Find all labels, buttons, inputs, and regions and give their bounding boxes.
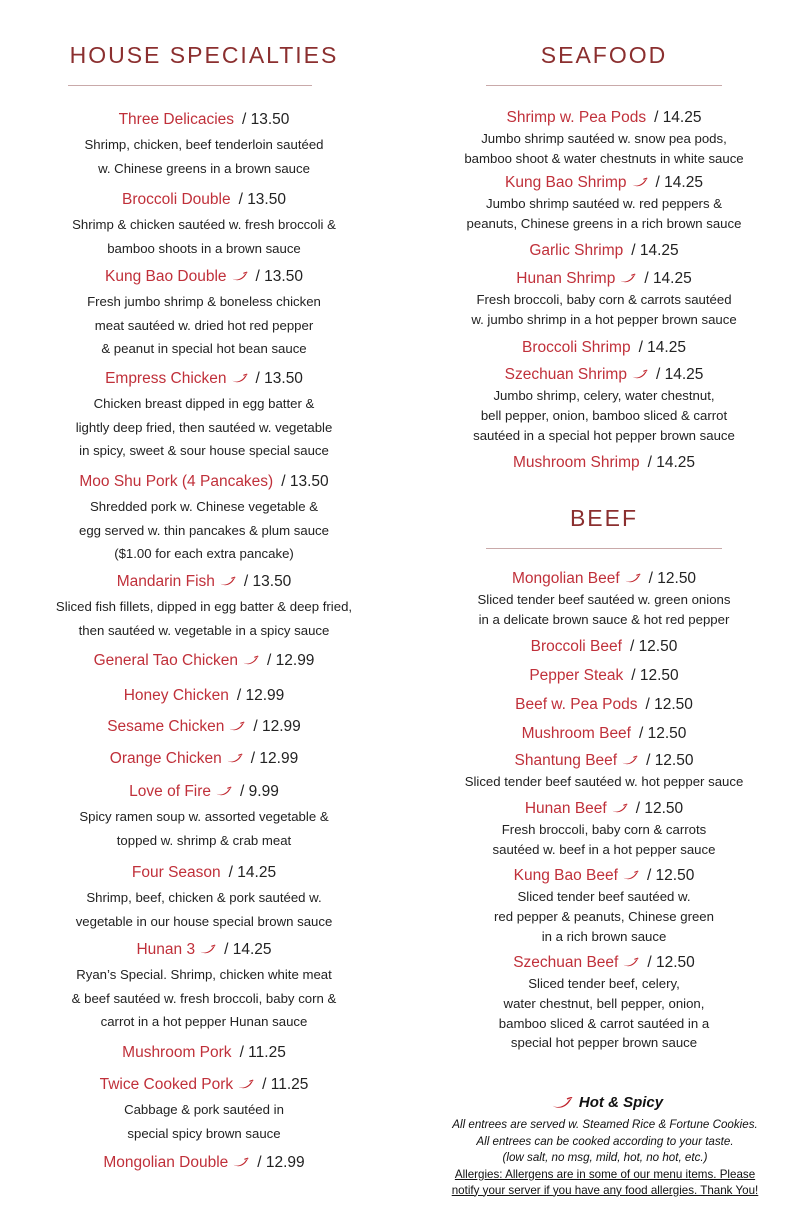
menu-item-title	[0, 572, 408, 592]
section-divider	[68, 85, 312, 86]
menu-item-name: Szechuan Shrimp	[504, 366, 627, 383]
menu-item	[0, 1153, 408, 1173]
menu-item	[0, 717, 408, 737]
menu-item-price: / 14.25	[644, 270, 692, 287]
menu-item	[408, 953, 800, 1053]
chili-pepper-icon	[619, 273, 636, 284]
chili-pepper-icon	[228, 721, 245, 732]
menu-item-price: / 14.25	[647, 454, 696, 471]
menu-item-title	[408, 637, 800, 657]
menu-item-title	[408, 338, 800, 358]
menu-item-description: Jumbo shrimp sautéed w. snow pea pods, bamboo shoot & water chestnuts in white sauce	[464, 131, 744, 166]
menu-item-name: Mushroom Pork	[122, 1044, 232, 1061]
menu-item-price: / 12.50	[648, 570, 697, 587]
chili-pepper-icon	[242, 655, 259, 666]
menu-item	[408, 637, 800, 657]
menu-item	[408, 751, 800, 792]
menu-item-description: Shrimp, chicken, beef tenderloin sautéed w. Chinese greens in a brown sauce	[84, 137, 324, 176]
menu-item-description: Spicy ramen soup w. assorted vegetable & topped w. shrimp & crab meat	[79, 809, 329, 848]
menu-item-price: / 14.25	[655, 366, 704, 383]
menu-item-title	[0, 267, 408, 287]
menu-item	[0, 651, 408, 671]
menu-item-description: Jumbo shrimp, celery, water chestnut, bell pepper, onion, bamboo sliced & carrot sautéed in a special hot pepper brown sauce	[473, 388, 735, 443]
menu-item-name: Honey Chicken	[123, 687, 229, 704]
menu-item	[0, 782, 408, 852]
menu-item	[408, 365, 800, 445]
menu-item-title	[408, 724, 800, 744]
menu-item-price: / 12.50	[631, 667, 679, 684]
menu-item-title	[0, 717, 408, 737]
menu-item	[0, 1043, 408, 1063]
menu-item	[0, 190, 408, 260]
menu-item-price: / 9.99	[240, 783, 279, 800]
section-divider	[486, 85, 722, 86]
chili-pepper-icon	[622, 957, 639, 968]
menu-item-title	[0, 472, 408, 492]
menu-item-name: Shantung Beef	[514, 752, 618, 769]
menu-item-name: Love of Fire	[129, 783, 212, 800]
chili-pepper-icon	[611, 803, 628, 814]
menu-item-description: Shredded pork w. Chinese vegetable & egg served w. thin pancakes & plum sauce ($1.00 for each extra pancake)	[79, 499, 329, 561]
menu-item-price: / 12.50	[646, 867, 695, 884]
menu-item-title	[408, 799, 800, 819]
chili-pepper-icon	[631, 369, 648, 380]
chili-pepper-icon	[231, 271, 248, 282]
menu-item-price: / 13.50	[243, 573, 292, 590]
menu-item	[0, 110, 408, 180]
menu-item-name: Broccoli Beef	[530, 638, 622, 655]
chili-pepper-icon	[621, 755, 638, 766]
menu-item	[408, 666, 800, 686]
menu-item-price: / 14.25	[655, 174, 703, 191]
menu-item-title	[408, 173, 800, 193]
menu-item-title	[0, 863, 408, 883]
menu-item	[408, 724, 800, 744]
menu-item-name: General Tao Chicken	[93, 652, 239, 669]
menu-item-description: Shrimp, beef, chicken & pork sautéed w. vegetable in our house special brown sauce	[75, 890, 333, 929]
menu-item-name: Hunan 3	[136, 941, 196, 958]
menu-item-price: / 12.50	[647, 954, 695, 971]
house-specialties-heading: HOUSE SPECIALTIES	[69, 42, 339, 68]
menu-item-title	[0, 940, 408, 960]
menu-item-description: Sliced tender beef sautéed w. hot pepper sauce	[464, 774, 744, 789]
menu-item-name: Sesame Chicken	[107, 718, 225, 735]
menu-item	[408, 173, 800, 234]
menu-item-title	[0, 782, 408, 802]
menu-item	[408, 338, 800, 358]
chili-pepper-icon	[232, 1157, 249, 1168]
menu-item-description: Cabbage & pork sautéed in special spicy brown sauce	[124, 1102, 284, 1141]
menu-item-price: / 13.50	[281, 473, 329, 490]
menu-item-name: Kung Bao Double	[105, 268, 227, 285]
menu-item-title	[408, 365, 800, 385]
menu-item-title	[408, 241, 800, 261]
menu-item	[0, 749, 408, 769]
hot-spicy-label: Hot & Spicy	[578, 1094, 664, 1111]
menu-item	[0, 572, 408, 642]
menu-item-name: Mandarin Fish	[116, 573, 215, 590]
hot-spicy-legend	[440, 1094, 770, 1112]
chili-pepper-icon	[631, 177, 648, 188]
menu-item-price: / 11.25	[262, 1076, 309, 1093]
menu-item	[0, 1075, 408, 1145]
menu-item-description: Sliced tender beef sautéed w. green onions in a delicate brown sauce & hot red pepper	[477, 592, 731, 627]
menu-item-name: Moo Shu Pork (4 Pancakes)	[79, 473, 274, 490]
menu-item-title	[408, 751, 800, 771]
beef-heading: BEEF	[569, 505, 639, 531]
chili-pepper-icon	[624, 573, 641, 584]
menu-item-price: / 13.50	[255, 370, 303, 387]
menu-item-title	[408, 108, 800, 128]
menu-item	[0, 472, 408, 566]
menu-item	[408, 108, 800, 169]
menu-item-title	[0, 110, 408, 130]
chili-pepper-icon	[215, 786, 232, 797]
menu-item-name: Mongolian Double	[103, 1154, 229, 1171]
menu-item-price: / 12.99	[257, 1154, 305, 1171]
menu-item-name: Mongolian Beef	[511, 570, 620, 587]
menu-item-name: Broccoli Double	[122, 191, 231, 208]
menu-item-price: / 14.25	[224, 941, 272, 958]
menu-item-name: Kung Bao Beef	[513, 867, 618, 884]
menu-item-description: Fresh jumbo shrimp & boneless chicken meat sautéed w. dried hot red pepper & peanut in special hot bean sauce	[87, 294, 321, 356]
menu-item	[408, 453, 800, 473]
menu-item-name: Garlic Shrimp	[529, 242, 624, 259]
menu-item-price: / 12.50	[646, 752, 694, 769]
menu-item	[0, 369, 408, 463]
menu-item-description: Jumbo shrimp sautéed w. red peppers & peanuts, Chinese greens in a rich brown sauce	[466, 196, 742, 231]
menu-item-price: / 13.50	[255, 268, 303, 285]
menu-item-title	[0, 651, 408, 671]
menu-item-name: Hunan Beef	[524, 800, 607, 817]
menu-item-description: Ryan’s Special. Shrimp, chicken white meat & beef sautéed w. fresh broccoli, baby corn & carrot in a hot pepper Hunan sauce	[71, 967, 337, 1029]
menu-item-title	[0, 369, 408, 389]
menu-item-price: / 12.50	[639, 725, 687, 742]
menu-item-name: Twice Cooked Pork	[99, 1076, 234, 1093]
menu-item-price: / 12.99	[236, 687, 285, 704]
chili-pepper-icon	[237, 1079, 254, 1090]
chili-pepper-icon	[199, 944, 216, 955]
menu-item-price: / 12.50	[629, 638, 678, 655]
menu-item-price: / 11.25	[239, 1044, 286, 1061]
menu-item-title	[0, 1075, 408, 1095]
menu-item-title	[0, 1043, 408, 1063]
menu-item-name: Shrimp w. Pea Pods	[506, 109, 647, 126]
menu-item-price: / 12.99	[267, 652, 315, 669]
menu-item-title	[0, 190, 408, 210]
menu-item-price: / 14.25	[631, 242, 679, 259]
menu-item-description: Sliced fish fillets, dipped in egg batter & deep fried, then sautéed w. vegetable in a spicy sauce	[55, 599, 353, 638]
allergy-note: Allergies: Allergens are in some of our menu items. Please notify your server if you have any food allergies. Thank You!	[451, 1167, 759, 1197]
menu-item-price: / 12.99	[253, 718, 301, 735]
menu-item	[408, 866, 800, 946]
menu-item-price: / 13.50	[238, 191, 286, 208]
menu-item	[0, 686, 408, 706]
chili-pepper-icon	[622, 870, 639, 881]
menu-item	[408, 799, 800, 860]
chili-pepper-icon	[226, 753, 243, 764]
menu-item	[0, 940, 408, 1034]
menu-item-name: Hunan Shrimp	[516, 270, 616, 287]
menu-item	[408, 695, 800, 715]
menu-item-name: Four Season	[131, 864, 221, 881]
menu-item-title	[0, 686, 408, 706]
chili-pepper-icon	[231, 373, 248, 384]
chili-pepper-icon	[219, 576, 236, 587]
menu-item	[0, 267, 408, 361]
menu-item-title	[408, 695, 800, 715]
menu-item-description: Fresh broccoli, baby corn & carrots sautéed w. jumbo shrimp in a hot pepper brown sauce	[471, 292, 737, 327]
menu-item-name: Szechuan Beef	[513, 954, 619, 971]
seafood-heading: SEAFOOD	[540, 42, 668, 68]
menu-item-price: / 12.99	[250, 750, 299, 767]
menu-item-name: Beef w. Pea Pods	[515, 696, 638, 713]
legend	[440, 1094, 770, 1199]
menu-item-description: Sliced tender beef, celery, water chestnut, bell pepper, onion, bamboo sliced & carrot sautéed in a special hot pepper brown sauce	[498, 976, 710, 1051]
menu-item-title	[408, 453, 800, 473]
menu-item-name: Mushroom Shrimp	[512, 454, 640, 471]
menu-item-title	[408, 953, 800, 973]
menu-item	[0, 863, 408, 933]
menu-item-title	[0, 749, 408, 769]
menu-item-description: Fresh broccoli, baby corn & carrots sautéed w. beef in a hot pepper sauce	[492, 822, 716, 857]
menu-item-title	[408, 569, 800, 589]
entree-note: All entrees are served w. Steamed Rice & Fortune Cookies. All entrees can be cooked according to your taste. (low salt, no msg, mild, hot, no hot, etc.)	[452, 1118, 758, 1164]
menu-item-title	[408, 269, 800, 289]
menu-item-name: Mushroom Beef	[521, 725, 631, 742]
menu-item-name: Kung Bao Shrimp	[505, 174, 627, 191]
right-column	[408, 0, 800, 1229]
menu-item	[408, 569, 800, 630]
menu-item-title	[408, 666, 800, 686]
menu-item-description: Shrimp & chicken sautéed w. fresh broccoli & bamboo shoots in a brown sauce	[72, 217, 336, 256]
menu-item-name: Pepper Steak	[529, 667, 624, 684]
menu-item-price: / 12.50	[645, 696, 693, 713]
menu-item-title	[0, 1153, 408, 1173]
menu-item	[408, 269, 800, 330]
menu-item-title	[408, 866, 800, 886]
menu-item-name: Three Delicacies	[118, 111, 235, 128]
menu-item-price: / 14.25	[638, 339, 686, 356]
chili-pepper-icon	[551, 1097, 573, 1109]
menu-item-description: Chicken breast dipped in egg batter & lightly deep fried, then sautéed w. vegetable in spicy, sweet & sour house special sauce	[75, 396, 333, 458]
menu-item-description: Sliced tender beef sautéed w. red pepper & peanuts, Chinese green in a rich brown sauce	[494, 889, 714, 944]
menu-item-price: / 12.50	[635, 800, 684, 817]
section-divider	[486, 548, 722, 549]
menu-item	[408, 241, 800, 261]
menu-item-price: / 13.50	[242, 111, 290, 128]
menu-item-name: Empress Chicken	[105, 370, 227, 387]
menu-item-name: Broccoli Shrimp	[522, 339, 631, 356]
menu-item-price: / 14.25	[228, 864, 277, 881]
menu-item-name: Orange Chicken	[109, 750, 222, 767]
menu-item-price: / 14.25	[654, 109, 702, 126]
